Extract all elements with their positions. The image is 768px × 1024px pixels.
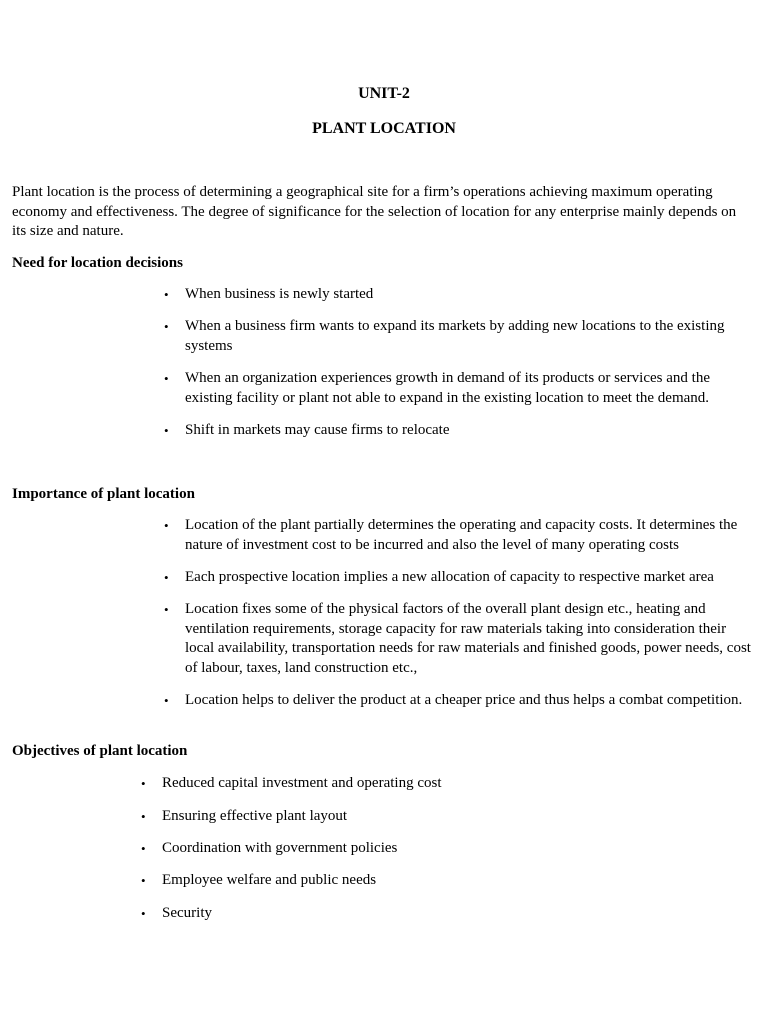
bullet-icon: • [164,287,169,302]
bullet-icon: • [164,423,169,438]
bullet-icon: • [141,873,146,888]
list-item: • Each prospective location implies a new allocation of capacity to respective market area [185,568,757,588]
unit-title: UNIT-2 [358,85,410,102]
list-item: • Security [162,904,734,924]
page-title: PLANT LOCATION [312,120,456,137]
section-heading-need: Need for location decisions [12,255,183,271]
bullet-icon: • [164,693,169,708]
bullet-icon: • [164,518,169,533]
bullet-icon: • [141,906,146,921]
list-item: • Ensuring effective plant layout [162,807,734,827]
list-item: • Coordination with government policies [162,839,734,859]
section-heading-objectives: Objectives of plant location [12,743,188,759]
list-item: • When business is newly started [185,285,757,305]
bullet-icon: • [164,570,169,585]
list-item: • Shift in markets may cause firms to relocate [185,421,757,441]
list-item: • When a business firm wants to expand its markets by adding new locations to the existing systems [164,318,725,354]
bullet-icon: • [164,371,169,386]
bullet-icon: • [141,841,146,856]
bullet-icon: • [141,776,146,791]
list-item: • Reduced capital investment and operating cost [162,774,734,794]
list-item: • Location of the plant partially determines the operating and capacity costs. It determines the nature of investment cost to be incurred and also the level of many operating costs [164,517,738,553]
bullet-icon: • [164,602,169,617]
list-item: • Location helps to deliver the product at a cheaper price and thus helps a combat competition. [185,691,757,711]
list-item: • Employee welfare and public needs [162,871,734,891]
bullet-icon: • [141,809,146,824]
intro-paragraph: Plant location is the process of determining a geographical site for a firm’s operations achieving maximum operating economy and effectiveness. The degree of significance for the selection of location for any enterprise mainly depends on its size and nature. [12,184,737,239]
list-item: • Location fixes some of the physical factors of the overall plant design etc., heating and ventilation requirements, storage capacity for raw materials taking into consideration their local availability, transportation needs for raw materials and finished goods, power needs, cost of labour, taxes, land construction etc., [164,601,751,676]
list-item: • When an organization experiences growth in demand of its products or services and the existing facility or plant not able to expand in the existing location to meet the demand. [164,370,710,406]
section-heading-importance: Importance of plant location [12,486,195,502]
bullet-icon: • [164,319,169,334]
